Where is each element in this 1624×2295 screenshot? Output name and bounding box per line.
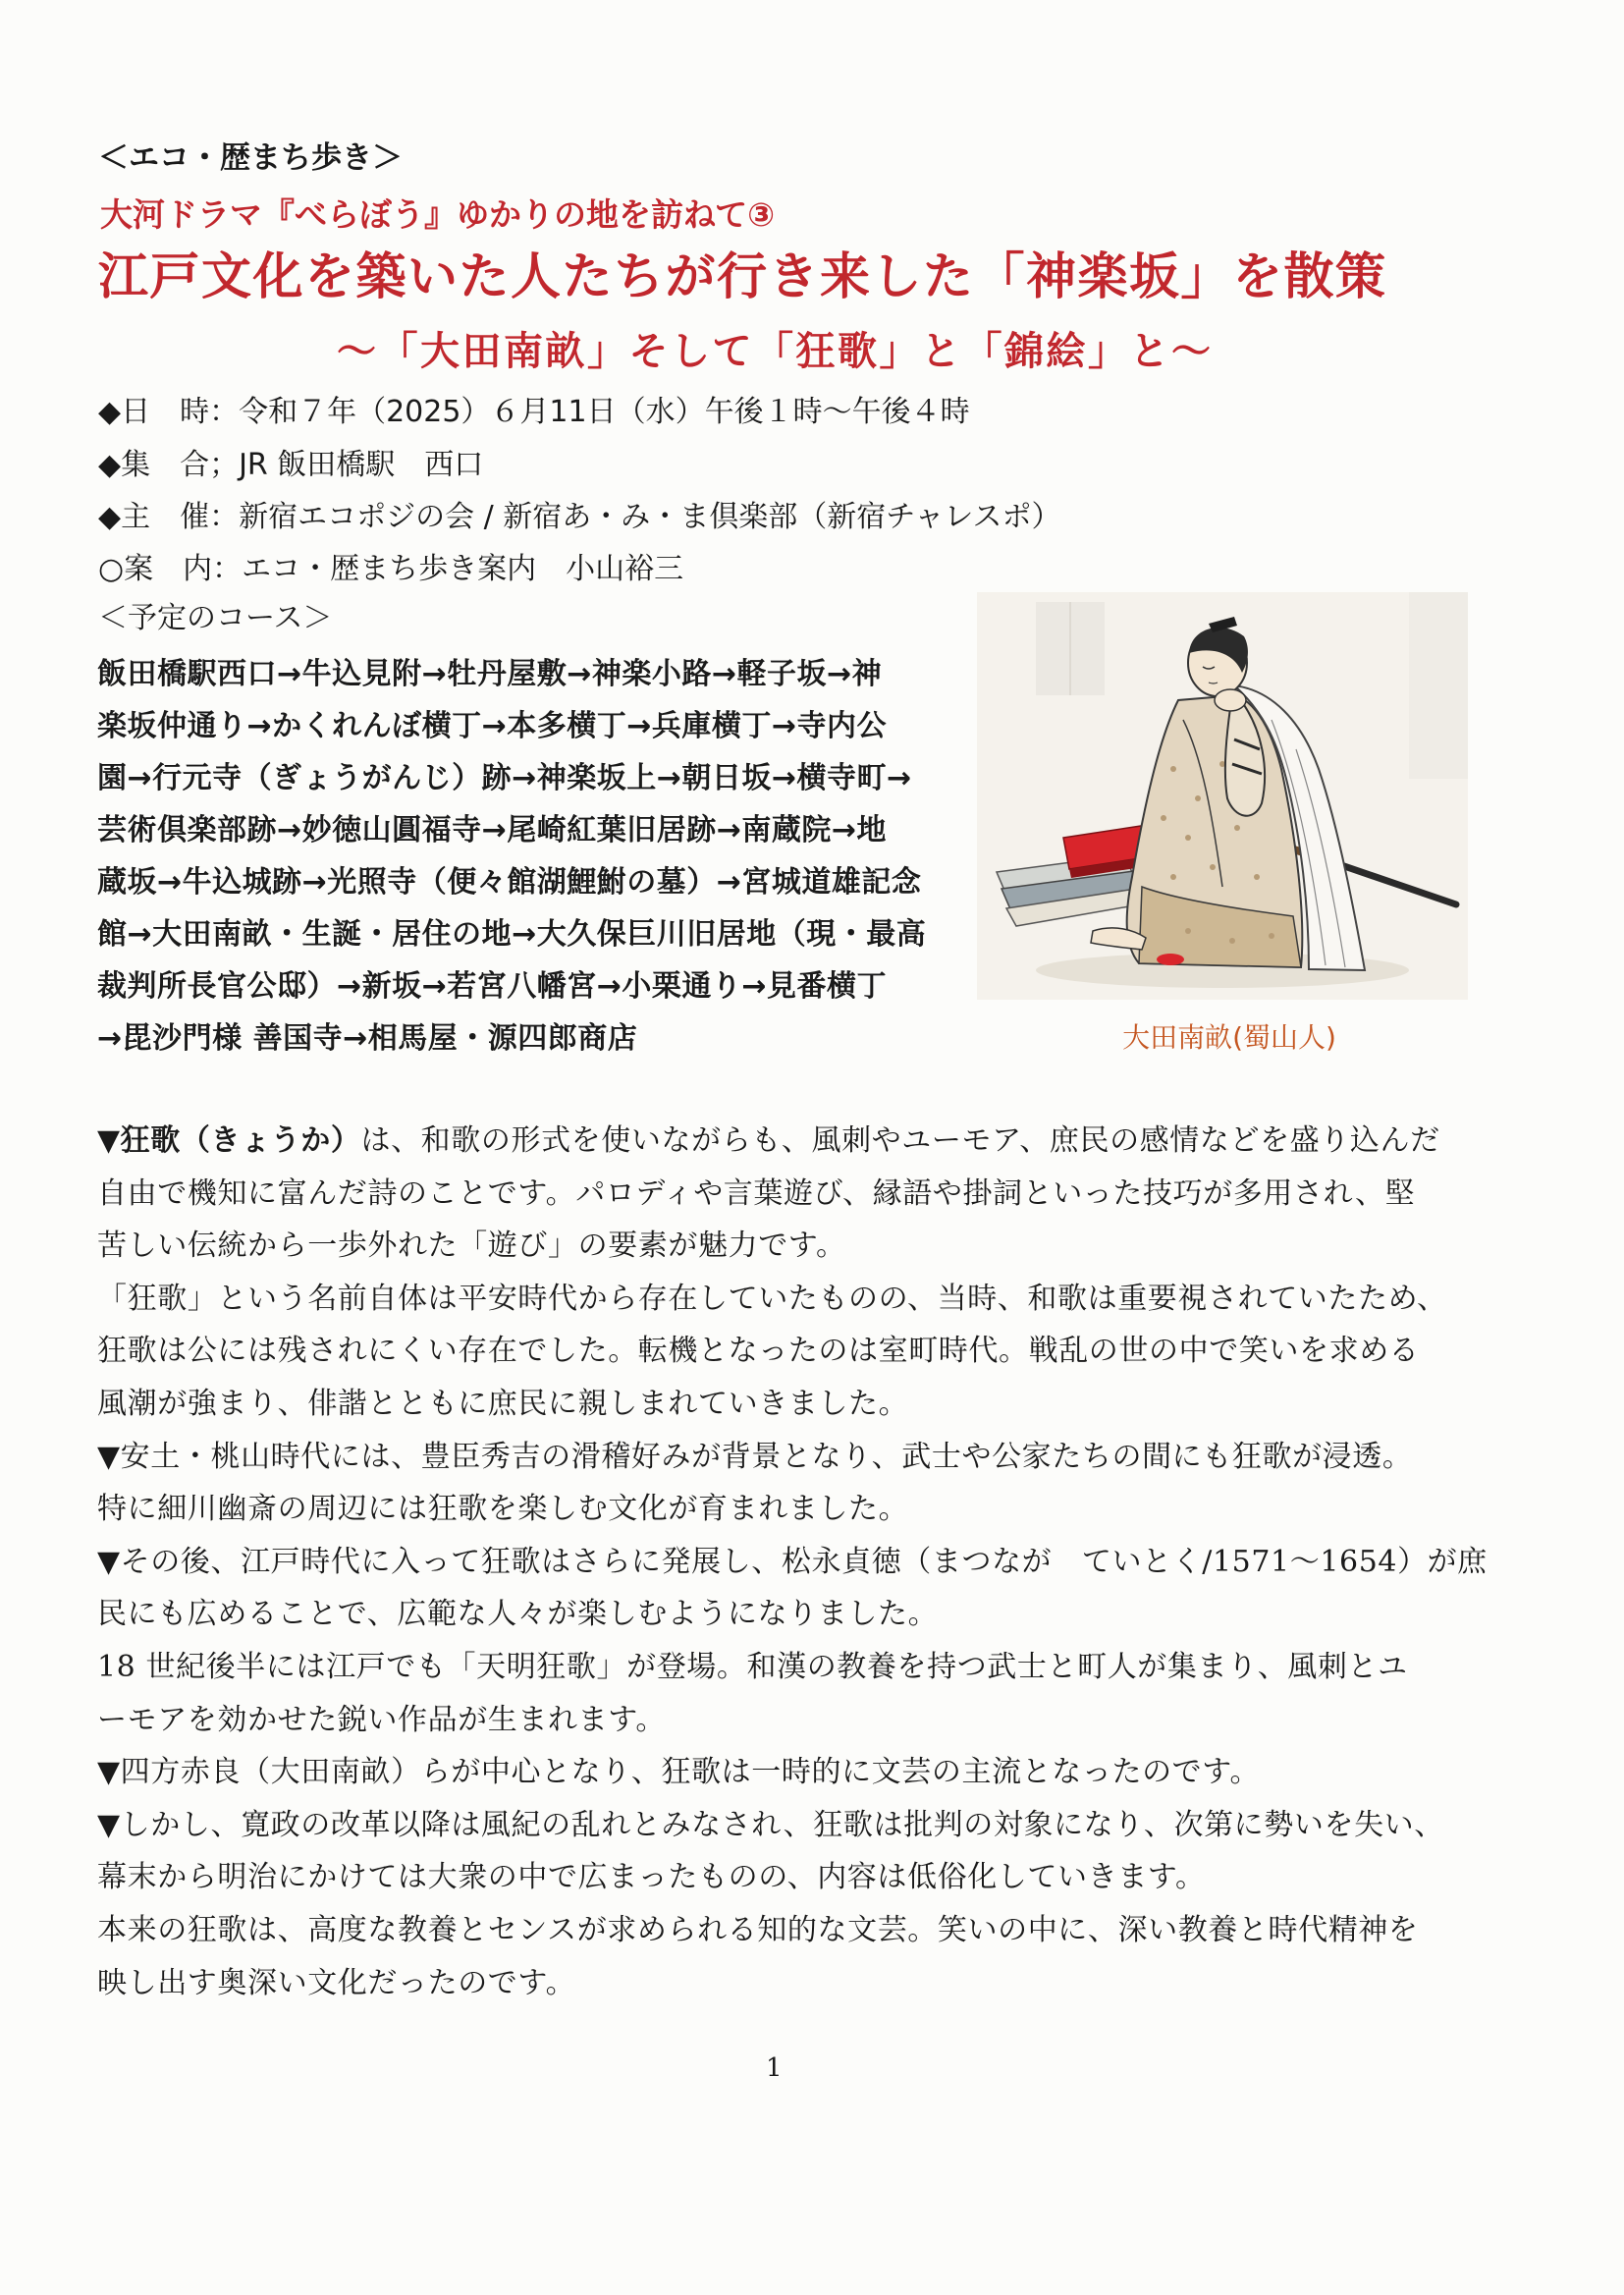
series-label: ＜エコ・歴まち歩き＞: [98, 140, 403, 176]
explanation-line: 苦しい伝統から一歩外れた「遊び」の要素が魅力です。: [97, 1229, 846, 1264]
info-date: ◆日 時：令和７年（2025）６月11日（水）午後１時～午後４時: [98, 395, 970, 429]
course-heading: ＜予定のコース＞: [98, 601, 333, 635]
course-line: 蔵坂→牛込城跡→光照寺（便々館湖鯉鮒の墓）→宮城道雄記念: [97, 865, 922, 900]
course-line: 園→行元寺（ぎょうがんじ）跡→神楽坂上→朝日坂→横寺町→: [97, 761, 912, 795]
explanation-line: 「狂歌」という名前自体は平安時代から存在していたものの、当時、和歌は重要視されていたため、: [97, 1281, 1447, 1316]
course-line: 飯田橋駅西口→牛込見附→牡丹屋敷→神楽小路→軽子坂→神: [97, 657, 883, 691]
background-panel: [1409, 592, 1468, 779]
course-line: 館→大田南畝・生誕・居住の地→大久保巨川旧居地（現・最高: [97, 917, 927, 952]
portrait-illustration: [977, 592, 1468, 1000]
explanation-line: 風潮が強まり、俳諧とともに庶民に親しまれていきました。: [97, 1386, 909, 1421]
portrait-caption: 大田南畝(蜀山人): [1122, 1021, 1336, 1054]
explanation-line: ーモアを効かせた鋭い作品が生まれます。: [97, 1702, 666, 1737]
explanation-line: 民にも広めることで、広範な人々が楽しむようになりました。: [97, 1597, 939, 1632]
explanation-line: 幕末から明治にかけては大衆の中で広まったものの、内容は低俗化していきます。: [97, 1860, 1206, 1895]
kyoka-heading: ▼狂歌（きょうか）: [97, 1123, 361, 1158]
info-guide: ○案 内：エコ・歴まち歩き案内 小山裕三: [98, 552, 684, 586]
kyoka-explanation: [97, 1115, 1491, 2009]
explanation-text: は、和歌の形式を使いながらも、風刺やユーモア、庶民の感情などを盛り込んだ: [360, 1123, 1440, 1158]
explanation-line: ▼その後、江戸時代に入って狂歌はさらに発展し、松永貞徳（まつなが ていとく/1571～1654）が庶: [97, 1544, 1488, 1579]
explanation-line: 映し出す奥深い文化だったのです。: [97, 1965, 576, 2000]
page-number: 1: [766, 2053, 783, 2083]
page-subtitle: ～「大田南畝」そして「狂歌」と「錦絵」と～: [337, 329, 1214, 374]
explanation-line: 自由で機知に富んだ詩のことです。パロディや言葉遊び、縁語や掛詞といった技巧が多用され、堅: [97, 1175, 1416, 1211]
explanation-line: 本来の狂歌は、高度な教養とセンスが求められる知的な文芸。笑いの中に、深い教養と時代精神を: [97, 1912, 1419, 1947]
course-line: 裁判所長官公邸）→新坂→若宮八幡宮→小栗通り→見番横丁: [97, 969, 888, 1004]
explanation-line: 特に細川幽斎の周辺には狂歌を楽しむ文化が育まれました。: [97, 1492, 909, 1527]
course-route: [97, 648, 971, 1065]
hand: [1215, 689, 1246, 711]
explanation-line: ▼しかし、寛政の改革以降は風紀の乱れとみなされ、狂歌は批判の対象になり、次第に勢いを失い、: [97, 1807, 1444, 1842]
info-organizer: ◆主 催：新宿エコポジの会 / 新宿あ・み・ま倶楽部（新宿チャレスポ）: [98, 500, 1061, 534]
explanation-line: 18 世紀後半には江戸でも「天明狂歌」が登場。和漢の教養を持つ武士と町人が集まり、風刺とユ: [97, 1649, 1408, 1684]
course-line: 楽坂仲通り→かくれんぼ横丁→本多横丁→兵庫横丁→寺内公: [97, 709, 888, 743]
explanation-line: [97, 1115, 1491, 1168]
explanation-line: 狂歌は公には残されにくい存在でした。転機となったのは室町時代。戦乱の世の中で笑いを求める: [97, 1334, 1420, 1369]
sake-cup: [1157, 954, 1184, 965]
course-line: →毘沙門様 善国寺→相馬屋・源四郎商店: [97, 1021, 638, 1056]
explanation-line: ▼安土・桃山時代には、豊臣秀吉の滑稽好みが背景となり、武士や公家たちの間にも狂歌が浸透。: [97, 1439, 1413, 1474]
page-title: 江戸文化を築いた人たちが行き来した「神楽坂」を散策: [98, 248, 1387, 306]
series-subtitle: 大河ドラマ『べらぼう』ゆかりの地を訪ねて③: [100, 195, 776, 234]
course-line: 芸術倶楽部跡→妙徳山圓福寺→尾崎紅葉旧居跡→南蔵院→地: [97, 813, 888, 847]
explanation-line: ▼四方赤良（大田南畝）らが中心となり、狂歌は一時的に文芸の主流となったのです。: [97, 1755, 1261, 1790]
info-meeting-point: ◆集 合；JR 飯田橋駅 西口: [98, 448, 484, 482]
portrait-svg: [977, 592, 1468, 1000]
